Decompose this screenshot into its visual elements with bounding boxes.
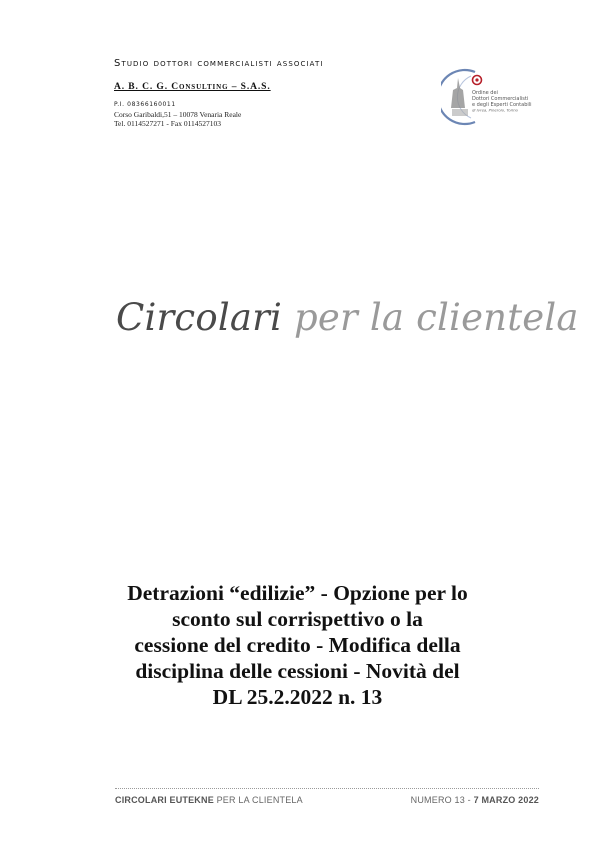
- footer-publication-brand: CIRCOLARI EUTEKNE: [115, 795, 214, 805]
- vat-number: P.I. 08366160011: [114, 101, 176, 108]
- headline-line: DL 25.2.2022 n. 13: [212, 685, 383, 709]
- phone-fax: Tel. 0114527271 - Fax 0114527103: [114, 119, 222, 128]
- headline-line: sconto sul corrispettivo o la: [172, 607, 423, 631]
- footer-issue-date: 7 MARZO 2022: [473, 795, 539, 805]
- studio-name: Studio dottori commercialisti associati: [114, 58, 324, 69]
- footer-issue-number: NUMERO 13 -: [410, 795, 471, 805]
- headline-line: disciplina delle cessioni - Novità del: [135, 659, 460, 683]
- footer-publication: [115, 795, 303, 805]
- seal-line-3: e degli Esperti Contabili: [472, 102, 532, 108]
- title-part-1: Circolari: [116, 296, 283, 339]
- document-headline: [70, 580, 525, 710]
- headline-line: Detrazioni “edilizie” - Opzione per lo: [127, 581, 468, 605]
- seal-line-4: di Ivrea, Pinerolo, Torino: [472, 107, 518, 113]
- title-part-2: per la clientela: [294, 296, 579, 339]
- footer-publication-rest: PER LA CLIENTELA: [216, 795, 303, 805]
- address: Corso Garibaldi,51 – 10078 Venaria Reale: [114, 110, 242, 119]
- order-seal: [441, 68, 551, 126]
- firm-name: A. B. C. G. Consulting – S.A.S.: [114, 82, 271, 92]
- publication-title: [116, 296, 579, 339]
- seal-line-1: Ordine dei: [472, 90, 498, 96]
- footer-issue: [411, 795, 539, 805]
- order-emblem-icon: [441, 68, 551, 126]
- footer-divider: [115, 788, 539, 789]
- seal-line-2: Dottori Commercialisti: [472, 96, 529, 102]
- headline-line: cessione del credito - Modifica della: [134, 633, 461, 657]
